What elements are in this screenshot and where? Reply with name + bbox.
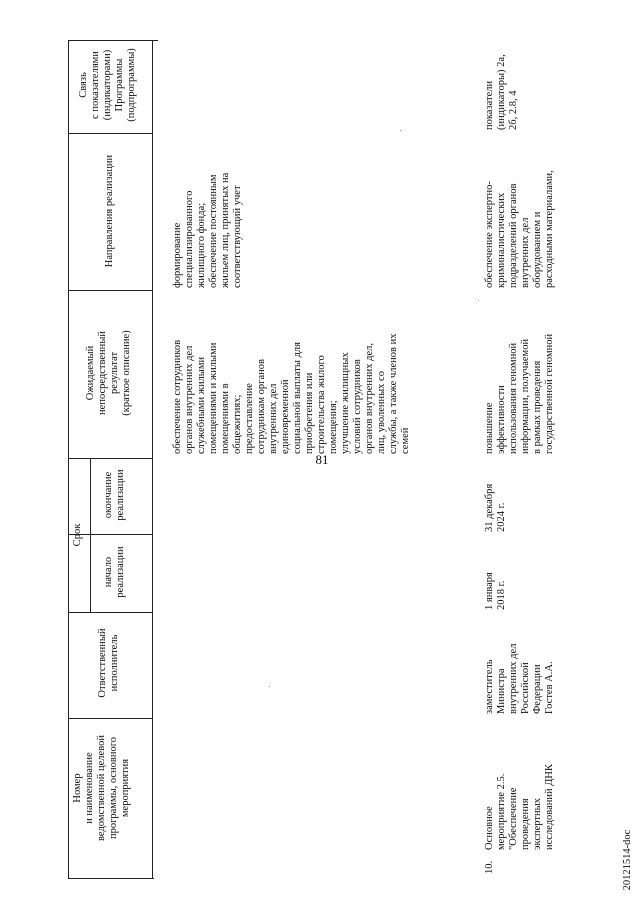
header-outer-edge [68, 40, 69, 879]
cont-result-line: предоставление [244, 383, 255, 454]
header-end [103, 458, 127, 532]
header-link-line: с показателями [90, 51, 101, 119]
cont-result-line: внутренних дел [268, 383, 279, 454]
cont-result-line: общежитиях; [232, 394, 243, 454]
row10-name-line: исследований ДНК [544, 763, 555, 850]
row10-executor-line: внутренних дел [508, 643, 519, 714]
cont-result-line: органов внутренних дел, [364, 343, 375, 454]
row10-result [484, 290, 556, 454]
header-executor [97, 618, 121, 708]
cont-result-line: служебными жилыми [196, 356, 207, 454]
cont-result-line: приобретения или [304, 372, 315, 454]
cont-directions [172, 134, 244, 288]
cont-result-line: службы, а также членов их [388, 333, 399, 454]
cont-result-line: помещения; [328, 400, 339, 454]
scan-speck [269, 686, 270, 687]
row10-end-line: 2024 г. [496, 502, 507, 532]
header-term: Срок [72, 523, 83, 547]
header-link-line: Связь [78, 72, 89, 98]
row10-result-line: использования геномной [508, 342, 519, 454]
row10-end-line: 31 декабря [484, 483, 495, 532]
col-sep-executor [68, 718, 153, 719]
row10-link-line: (индикаторы) 2а, [496, 54, 507, 130]
row10-directions-line: оборудованием и [532, 211, 543, 288]
row10-executor-line: Российской [520, 662, 531, 714]
header-result-line: непосредственный [97, 331, 108, 415]
header-result-line: результат [109, 351, 120, 395]
row10-executor-line: Министра [496, 668, 507, 714]
row10-name-line: Основное [484, 806, 495, 850]
cont-directions-line: соответствующий учет [232, 185, 243, 288]
cont-result-line: улучшение жилищных [340, 352, 351, 454]
cont-result-line: лиц, уволенных со [376, 371, 387, 454]
row10-result-line: эффективности [496, 385, 507, 454]
row10-result-line: в рамках проведения [532, 360, 543, 454]
cont-result [172, 290, 412, 454]
cont-result-line: семей [400, 427, 411, 454]
header-start-line: реализации [115, 546, 126, 598]
row10-name-line: "Обеспечение [508, 787, 519, 850]
cont-result-line: помещениями в [220, 383, 231, 454]
row10-executor-line: заместитель [484, 659, 495, 714]
header-start-line: начало [103, 556, 114, 588]
row10-number: 10. [484, 860, 495, 874]
header-number-name [72, 722, 132, 854]
row10-executor [484, 614, 556, 714]
row10-name-line: мероприятие 2.5. [496, 773, 507, 850]
cont-result-line: органов внутренних дел [184, 345, 195, 454]
header-link-line: (подпрограммы) [126, 48, 137, 122]
row10-directions-line: криминалистических [496, 192, 507, 288]
row10-directions-line: внутренних дел [520, 217, 531, 288]
row10-end [484, 458, 508, 532]
document-id: 20121514-doc [622, 829, 633, 891]
col-sep-start [68, 612, 153, 613]
header-executor-line: исполнитель [109, 634, 120, 692]
header-end-line: реализации [115, 469, 126, 521]
header-link [78, 40, 138, 130]
row10-name-line: проведения [520, 798, 531, 850]
header-directions: Направления реализации [104, 154, 115, 268]
row10-result-line: государственной геномной [544, 333, 555, 454]
row10-name-line: экспертных [532, 798, 543, 850]
cont-result-line: помещениями и жилыми [208, 342, 219, 454]
cont-directions-line: жильем лиц, принятых на [220, 172, 231, 288]
cont-result-line: обеспечение сотрудников [172, 339, 183, 454]
cont-result-line: строительства жилого [316, 355, 327, 454]
header-start [103, 534, 127, 610]
row10-link [484, 40, 520, 130]
cont-result-line: сотрудникам органов [256, 359, 267, 454]
page-number: 81 [315, 452, 329, 467]
term-subheader-sep [90, 458, 91, 612]
header-result-line: (краткое описание) [121, 330, 132, 416]
header-number-name-line: программы, основного [108, 736, 119, 840]
header-number-name-line: и наименование [84, 752, 95, 824]
header-link-line: Программы [114, 58, 125, 112]
row10-start [484, 536, 508, 610]
row10-result-line: повышение [484, 402, 495, 454]
scan-speck [478, 300, 479, 301]
scan-speck [400, 130, 401, 131]
row10-name [484, 722, 556, 850]
header-result-line: Ожидаемый [85, 345, 96, 401]
cont-directions-line: жилищного фонда; [196, 202, 207, 288]
row10-executor-line: Гостев А.А. [544, 661, 555, 714]
header-executor-line: Ответственный [97, 628, 108, 698]
header-result [85, 291, 133, 455]
row10-result-line: информации, получаемой [520, 338, 531, 454]
row10-directions [484, 134, 556, 288]
cont-directions-line: формирование [172, 222, 183, 288]
header-number-name-line: мероприятия [120, 758, 131, 818]
row10-directions-line: подразделений органов [508, 183, 519, 288]
row10-start-line: 2018 г. [496, 580, 507, 610]
header-number-name-line: ведомственной целевой [96, 735, 107, 841]
header-link-line: (индикаторами) [102, 49, 113, 121]
header-number-name-line: Номер [72, 773, 83, 803]
cont-directions-line: специализированного [184, 190, 195, 288]
row10-directions-line: расходными материалами, [544, 170, 555, 288]
header-end-line: окончание [103, 471, 114, 519]
row10-directions-line: обеспечение экспертно- [484, 181, 495, 288]
header-body-sep [152, 40, 153, 879]
frame-joint-bottom [153, 878, 154, 879]
row10-executor-line: Федерации [532, 664, 543, 714]
cont-result-line: единовременной [280, 379, 291, 454]
cont-directions-line: обеспечение постоянным [208, 174, 219, 288]
table-border-bottom [68, 878, 153, 879]
row10-start-line: 1 января [484, 572, 495, 610]
cont-result-line: социальной выплаты для [292, 342, 303, 454]
row10-link-line: показатели [484, 80, 495, 130]
cont-result-line: условий сотрудников [352, 359, 363, 454]
row10-link-line: 2б, 2.8, 4 [508, 90, 519, 130]
